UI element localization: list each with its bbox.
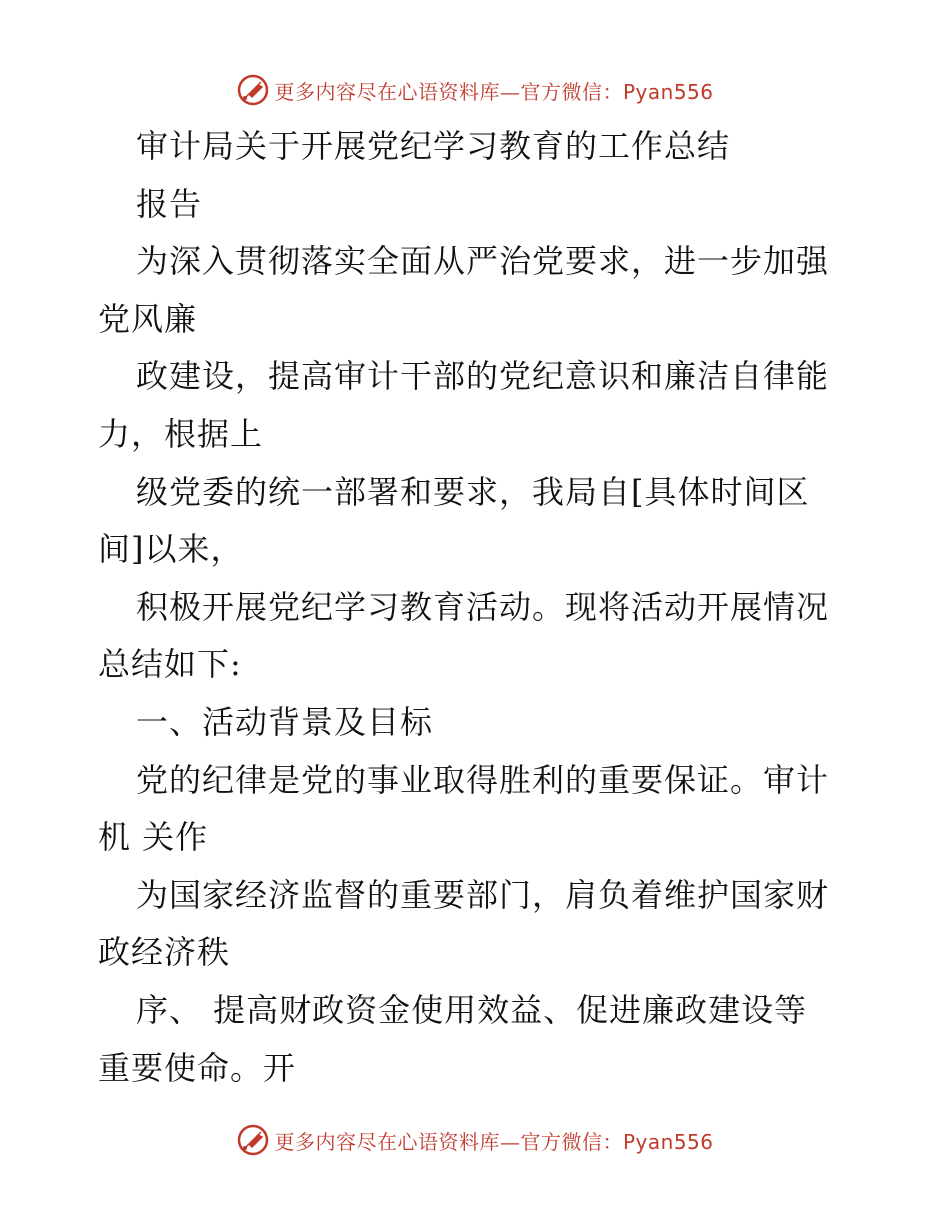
paragraph-line: 政经济秩 [98, 933, 231, 972]
paragraph-line: 力，根据上 [98, 414, 264, 453]
document-body [98, 118, 858, 1097]
paragraph-line: 积极开展党纪学习教育活动。现将活动开展情况 [136, 587, 830, 626]
paragraph-line: 总结如下: [98, 645, 242, 684]
paragraph-line: 间]以来， [98, 530, 244, 569]
paragraph-line: 党风廉 [98, 299, 198, 338]
watermark-text: 更多内容尽在心语资料库—官方微信：Pyan556 [274, 79, 714, 104]
paragraph-line: 级党委的统一部署和要求，我局自[具体时间区 [136, 472, 810, 511]
paragraph-line: 重要使命。开 [98, 1048, 297, 1087]
paragraph-line: 为国家经济监督的重要部门，肩负着维护国家财 [136, 875, 830, 914]
header-watermark [0, 70, 950, 110]
paragraph-line: 政建设，提高审计干部的党纪意识和廉洁自律能 [136, 357, 830, 396]
document-title-line-2: 报告 [136, 184, 203, 223]
watermark-text: 更多内容尽在心语资料库—官方微信：Pyan556 [274, 1129, 714, 1154]
feather-pen-logo-icon [236, 73, 270, 107]
section-heading: 一、活动背景及目标 [136, 702, 434, 741]
document-title-line-1: 审计局关于开展党纪学习教育的工作总结 [136, 127, 731, 165]
paragraph-line: 党的纪律是党的事业取得胜利的重要保证。审计 [136, 760, 830, 799]
footer-watermark [0, 1120, 950, 1160]
feather-pen-logo-icon [236, 1123, 270, 1157]
paragraph-line: 机 关作 [98, 818, 209, 857]
paragraph-line: 序、 提高财政资金使用效益、促进廉政建设等 [136, 990, 808, 1029]
paragraph-line: 为深入贯彻落实全面从严治党要求，进一步加强 [136, 242, 830, 281]
